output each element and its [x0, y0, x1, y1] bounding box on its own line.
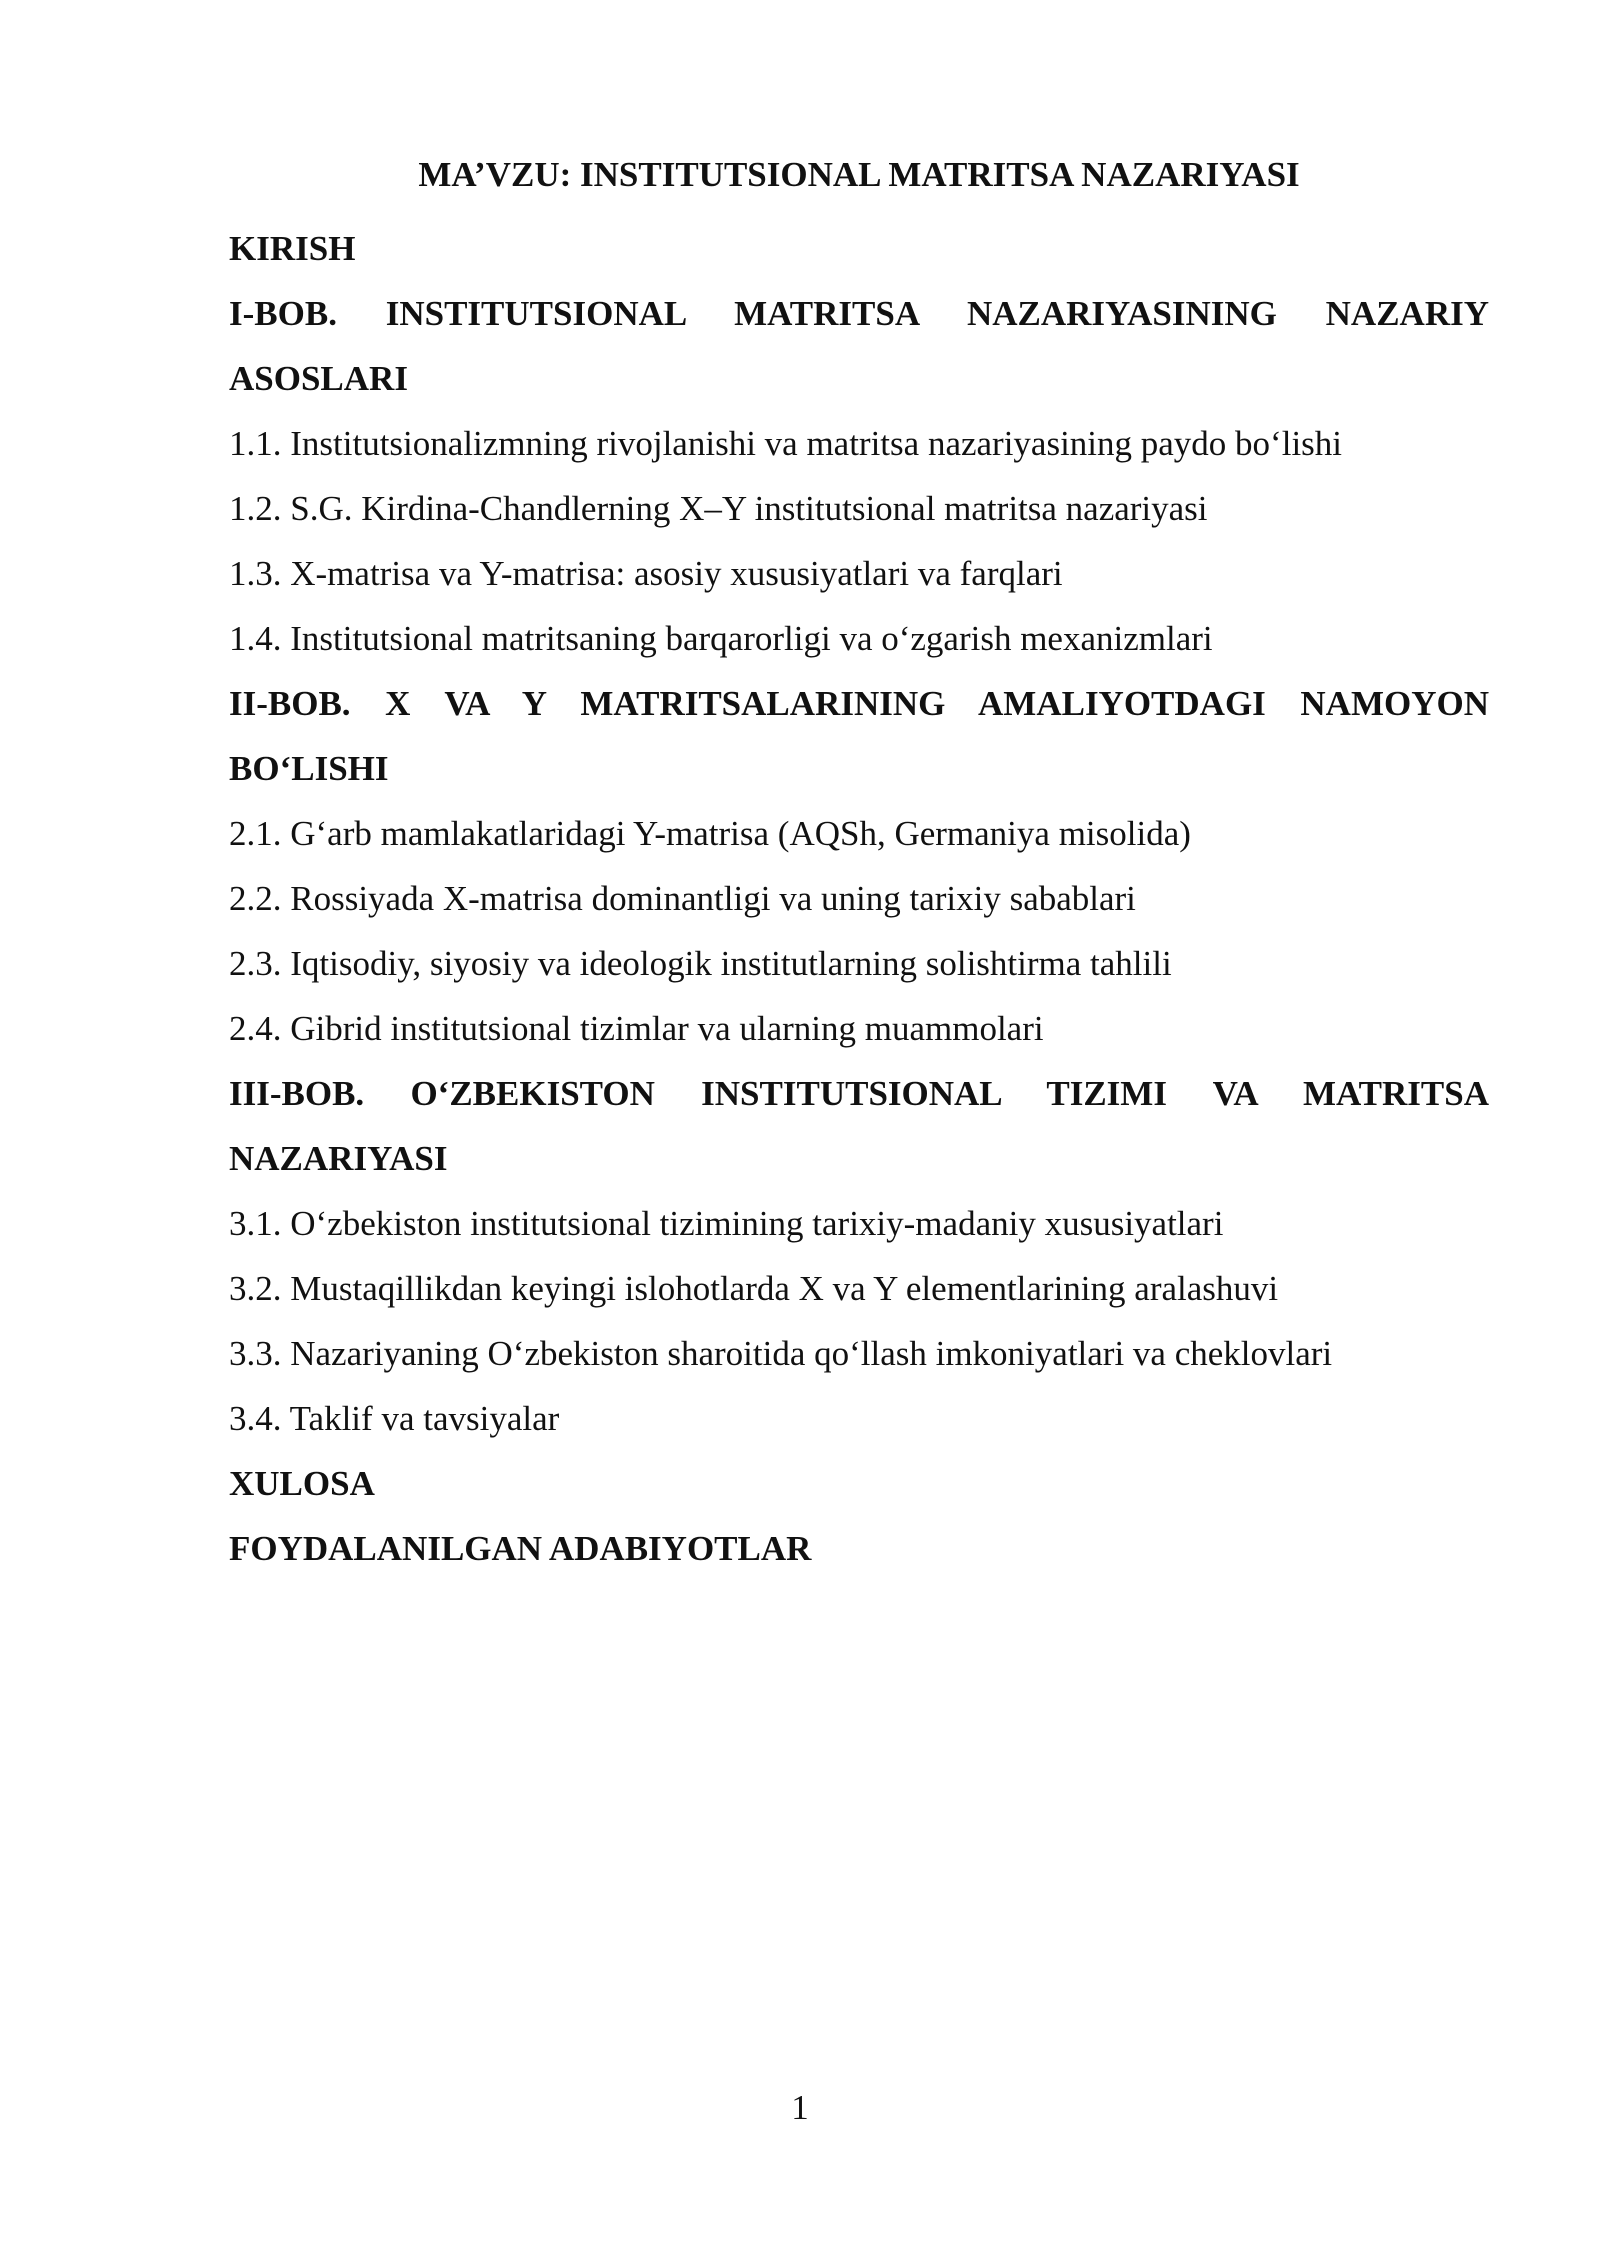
document-title: MA’VZU: INSTITUTSIONAL MATRITSA NAZARIYASI — [418, 155, 1300, 194]
toc-chapter-2 — [229, 671, 1489, 801]
chapter-title-line1: I-BOB. INSTITUTSIONAL MATRITSA NAZARIYASINING NAZARIY — [229, 294, 1489, 333]
toc-chapter-3 — [229, 1061, 1489, 1191]
toc-section: 1.3. X-matrisa va Y-matrisa: asosiy xususiyatlari va farqlari — [229, 554, 1063, 593]
toc-section: 1.2. S.G. Kirdina-Chandlerning X–Y institutsional matritsa nazariyasi — [229, 489, 1208, 528]
chapter-title-line2: NAZARIYASI — [229, 1139, 448, 1178]
toc-section: 3.1. O‘zbekiston institutsional tizimining tarixiy-madaniy xususiyatlari — [229, 1204, 1224, 1243]
table-of-contents — [229, 216, 1489, 1581]
chapter-title-line2: ASOSLARI — [229, 359, 408, 398]
chapter-title-line2: BO‘LISHI — [229, 749, 389, 788]
page-number: 1 — [791, 2088, 809, 2127]
toc-section: 3.4. Taklif va tavsiyalar — [229, 1399, 560, 1438]
toc-section: 1.4. Institutsional matritsaning barqarorligi va o‘zgarish mexanizmlari — [229, 619, 1213, 658]
toc-intro: KIRISH — [229, 229, 356, 268]
toc-section: 3.3. Nazariyaning O‘zbekiston sharoitida qo‘llash imkoniyatlari va cheklovlari — [229, 1334, 1333, 1373]
toc-chapter-1 — [229, 281, 1489, 411]
toc-section: 2.2. Rossiyada X-matrisa dominantligi va uning tarixiy sabablari — [229, 879, 1136, 918]
chapter-title-line1: II-BOB. X VA Y MATRITSALARINING AMALIYOTDAGI NAMOYON — [229, 684, 1489, 723]
toc-section: 1.1. Institutsionalizmning rivojlanishi va matritsa nazariyasining paydo bo‘lishi — [229, 424, 1343, 463]
toc-section: 2.1. G‘arb mamlakatlaridagi Y-matrisa (AQSh, Germaniya misolida) — [229, 814, 1191, 853]
toc-section: 2.3. Iqtisodiy, siyosiy va ideologik institutlarning solishtirma tahlili — [229, 944, 1172, 983]
chapter-title-line1: III-BOB. O‘ZBEKISTON INSTITUTSIONAL TIZIMI VA MATRITSA — [229, 1074, 1489, 1113]
toc-section: 3.2. Mustaqillikdan keyingi islohotlarda X va Y elementlarining aralashuvi — [229, 1269, 1279, 1308]
toc-conclusion: XULOSA — [229, 1464, 375, 1503]
toc-references: FOYDALANILGAN ADABIYOTLAR — [229, 1529, 812, 1568]
toc-section: 2.4. Gibrid institutsional tizimlar va ularning muammolari — [229, 1009, 1044, 1048]
